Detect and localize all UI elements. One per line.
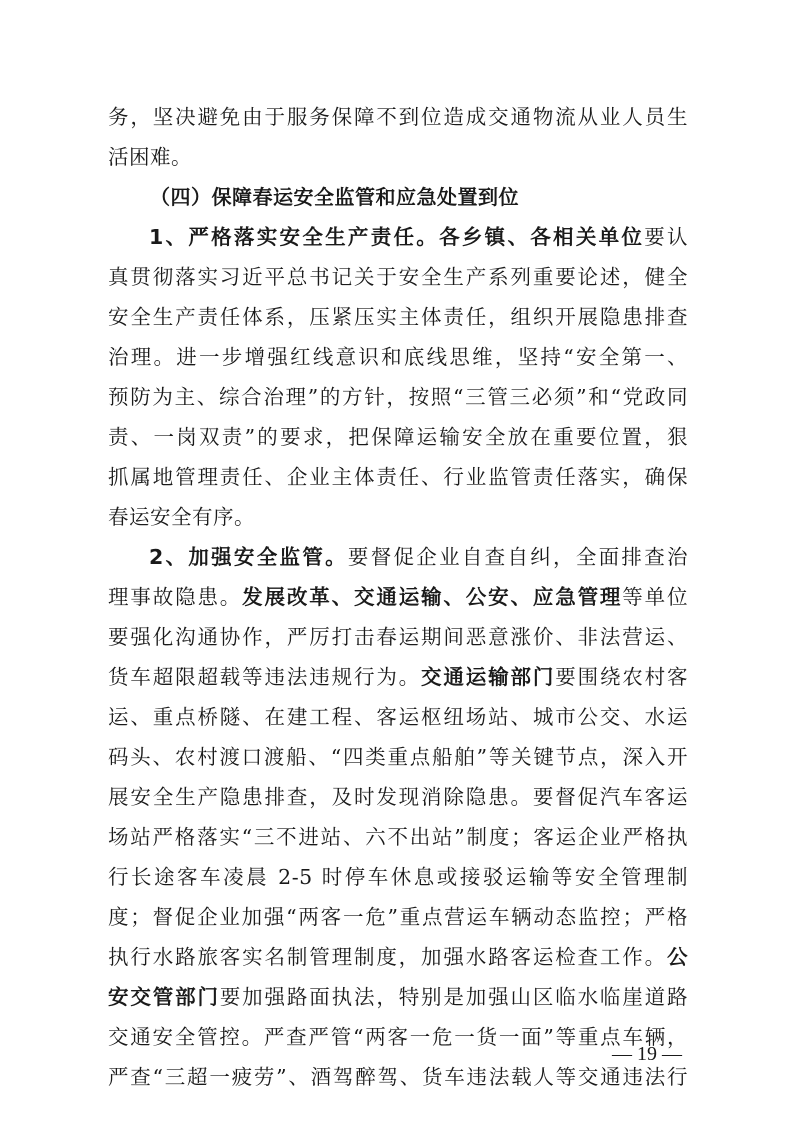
text-segment: 码头、农村渡口渡船、“四类重点船舶”等关键节点，深入开 bbox=[108, 745, 688, 769]
text-segment: 货车超限超载等违法违规行为。 bbox=[108, 665, 422, 689]
text-segment: 真贯彻落实习近平总书记关于安全生产系列重要论述，健全 bbox=[108, 265, 688, 289]
bold-text-segment: 安交管部门 bbox=[108, 985, 220, 1009]
text-line bbox=[108, 857, 688, 897]
page-number: — 19 — bbox=[612, 1043, 682, 1065]
text-segment: 交通安全管控。严查严管“两客一危一货一面”等重点车辆， bbox=[108, 1025, 688, 1049]
text-segment: 责、一岗双责”的要求，把保障运输安全放在重要位置，狠 bbox=[108, 425, 688, 449]
text-segment: 展安全生产隐患排查，及时发现消除隐患。要督促汽车客运 bbox=[108, 785, 688, 809]
text-line bbox=[108, 137, 688, 177]
text-line bbox=[108, 1017, 688, 1057]
text-line bbox=[108, 97, 688, 137]
text-segment: 行长途客车凌晨 2-5 时停车休息或接驳运输等安全管理制 bbox=[108, 865, 688, 889]
text-line bbox=[108, 297, 688, 337]
bold-text-segment: 公 bbox=[667, 945, 688, 969]
text-segment: 务，坚决避免由于服务保障不到位造成交通物流从业人员生 bbox=[108, 105, 688, 129]
text-line bbox=[108, 737, 688, 777]
text-line bbox=[108, 217, 688, 257]
text-line bbox=[108, 1057, 688, 1097]
text-line bbox=[108, 897, 688, 937]
text-line bbox=[108, 657, 688, 697]
bold-text-segment: （四）保障春运安全监管和应急处置到位 bbox=[150, 185, 519, 209]
text-line bbox=[108, 377, 688, 417]
text-line bbox=[108, 537, 688, 577]
text-segment: 要加强路面执法，特别是加强山区临水临崖道路 bbox=[219, 985, 689, 1009]
text-line bbox=[108, 777, 688, 817]
text-segment: 要督促企业自查自纠，全面排查治 bbox=[347, 545, 689, 569]
text-line bbox=[108, 337, 688, 377]
text-line bbox=[108, 617, 688, 657]
text-line bbox=[108, 817, 688, 857]
text-segment: 度；督促企业加强“两客一危”重点营运车辆动态监控；严格 bbox=[108, 905, 688, 929]
text-segment: 要强化沟通协作，严厉打击春运期间恶意涨价、非法营运、 bbox=[108, 625, 688, 649]
text-line bbox=[108, 417, 688, 457]
text-segment: 安全生产责任体系，压紧压实主体责任，组织开展隐患排查 bbox=[108, 305, 688, 329]
bold-text-segment: 交通运输部门 bbox=[421, 665, 556, 689]
text-line bbox=[108, 937, 688, 977]
text-segment: 场站严格落实“三不进站、六不出站”制度；客运企业严格执 bbox=[108, 825, 688, 849]
text-segment: 春运安全有序。 bbox=[108, 505, 255, 529]
text-segment: 要认 bbox=[644, 225, 689, 249]
text-segment: 等单位 bbox=[622, 585, 689, 609]
text-segment: 治理。进一步增强红线意识和底线思维，坚持“安全第一、 bbox=[108, 345, 688, 369]
text-segment: 严查“三超一疲劳”、酒驾醉驾、货车违法载人等交通违法行 bbox=[108, 1065, 688, 1089]
bold-text-segment: 1、严格落实安全生产责任。各乡镇、各相关单位 bbox=[149, 225, 645, 249]
document-body bbox=[108, 97, 688, 1097]
bold-text-segment: 发展改革、交通运输、公安、应急管理 bbox=[242, 585, 623, 609]
text-line bbox=[108, 577, 688, 617]
text-segment: 理事故隐患。 bbox=[108, 585, 243, 609]
bold-text-segment: 2、加强安全监管。 bbox=[149, 545, 348, 569]
text-line bbox=[108, 497, 688, 537]
text-line bbox=[108, 457, 688, 497]
text-segment: 运、重点桥隧、在建工程、客运枢纽场站、城市公交、水运 bbox=[108, 705, 688, 729]
text-segment: 抓属地管理责任、企业主体责任、行业监管责任落实，确保 bbox=[108, 465, 688, 489]
text-line bbox=[108, 697, 688, 737]
text-segment: 活困难。 bbox=[108, 145, 192, 169]
section-heading bbox=[108, 177, 688, 217]
text-line bbox=[108, 257, 688, 297]
text-segment: 执行水路旅客实名制管理制度，加强水路客运检查工作。 bbox=[108, 945, 667, 969]
text-segment: 预防为主、综合治理”的方针，按照“三管三必须”和“党政同 bbox=[108, 385, 688, 409]
text-segment: 要围绕农村客 bbox=[555, 665, 689, 689]
text-line bbox=[108, 977, 688, 1017]
